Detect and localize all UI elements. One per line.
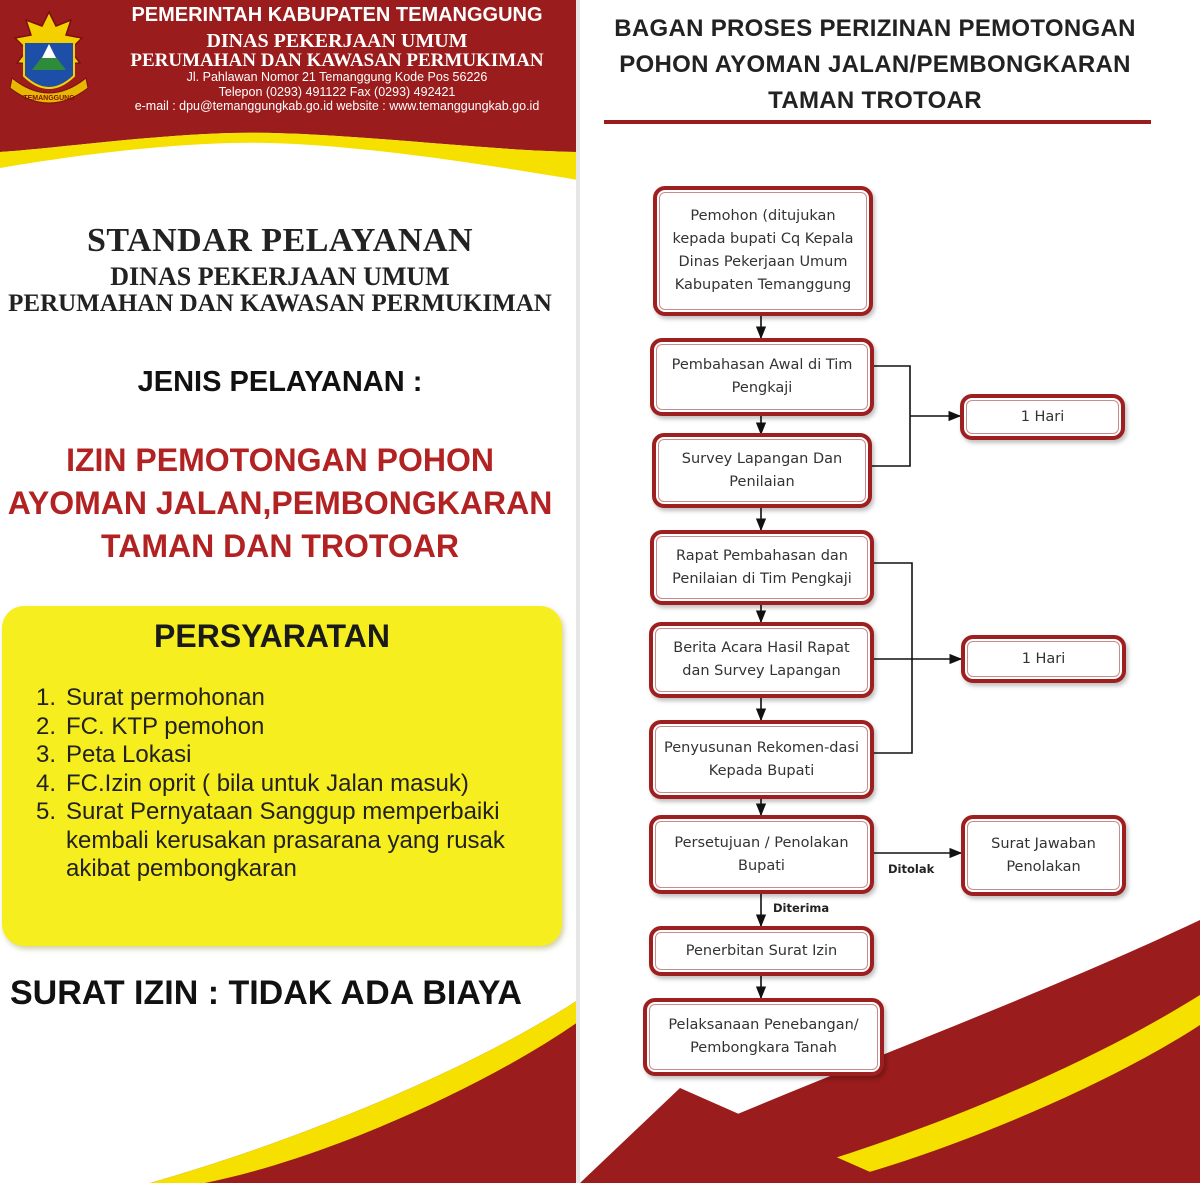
requirement-number: 4. bbox=[36, 769, 57, 797]
requirements-list bbox=[36, 684, 546, 884]
requirements-box bbox=[2, 606, 562, 946]
agency-name-line-1: DINAS PEKERJAAN UMUM bbox=[206, 30, 468, 52]
agency-phone: Telepon (0293) 491122 Fax (0293) 492421 bbox=[218, 85, 456, 99]
requirement-item bbox=[36, 798, 546, 884]
rejection-letter-box: Surat Jawaban Penolakan bbox=[961, 815, 1126, 896]
flow-step-execution: Pelaksanaan Penebangan/ Pembongkara Tanah bbox=[643, 998, 884, 1076]
requirement-text: FC. KTP pemohon bbox=[66, 712, 265, 740]
flow-step-meeting-minutes: Berita Acara Hasil Rapat dan Survey Lapangan bbox=[649, 622, 874, 698]
requirement-text: Surat permohonan bbox=[66, 684, 265, 711]
accepted-label: Diterima bbox=[773, 901, 830, 915]
document-subtitle-1: DINAS PEKERJAAN UMUM bbox=[110, 262, 450, 291]
flow-step-recommendation: Penyusunan Rekomen-dasi Kepada Bupati bbox=[649, 720, 874, 799]
flow-step-field-survey: Survey Lapangan Dan Penilaian bbox=[652, 433, 872, 508]
requirement-text: Surat Pernyataan Sanggup memperbaiki kembali kerusakan prasarana yang rusak akibat pembongkaran bbox=[66, 798, 505, 882]
flow-step-initial-discussion: Pembahasan Awal di Tim Pengkaji bbox=[650, 338, 874, 416]
flow-step-applicant: Pemohon (ditujukan kepada bupati Cq Kepala Dinas Pekerjaan Umum Kabupaten Temanggung bbox=[653, 186, 873, 316]
regency-crest-logo bbox=[4, 8, 94, 118]
requirement-text: Peta Lokasi bbox=[66, 741, 192, 768]
svg-text:TEMANGGUNG: TEMANGGUNG bbox=[23, 95, 75, 102]
cost-statement: SURAT IZIN : TIDAK ADA BIAYA bbox=[10, 974, 522, 1012]
requirement-item bbox=[36, 684, 546, 713]
document-title: STANDAR PELAYANAN bbox=[86, 222, 474, 259]
agency-address: Jl. Pahlawan Nomor 21 Temanggung Kode Pos 56226 bbox=[186, 70, 488, 84]
service-name-line-3: TAMAN DAN TROTOAR bbox=[101, 528, 459, 564]
right-panel bbox=[580, 0, 1200, 1183]
letterhead bbox=[0, 0, 578, 190]
flowchart-title-line-2: POHON AYOMAN JALAN/PEMBONGKARAN bbox=[619, 51, 1131, 78]
service-name-line-2: AYOMAN JALAN,PEMBONGKARAN bbox=[7, 485, 553, 521]
flow-step-permit-issuance: Penerbitan Surat Izin bbox=[649, 926, 874, 976]
requirement-number: 3. bbox=[36, 741, 57, 768]
flow-step-regent-decision: Persetujuan / Penolakan Bupati bbox=[649, 815, 874, 894]
flowchart-title-line-1: BAGAN PROSES PERIZINAN PEMOTONGAN bbox=[614, 15, 1136, 42]
rejected-label: Ditolak bbox=[888, 862, 935, 876]
agency-name-line-2: PERUMAHAN DAN KAWASAN PERMUKIMAN bbox=[130, 50, 544, 71]
flow-step-review-meeting: Rapat Pembahasan dan Penilaian di Tim Pengkaji bbox=[650, 530, 874, 605]
bracket-connector bbox=[872, 366, 910, 466]
requirement-number: 2. bbox=[36, 712, 57, 740]
bracket-connector bbox=[872, 563, 912, 753]
requirement-item bbox=[36, 770, 546, 799]
requirement-item bbox=[36, 713, 546, 742]
service-type-label: JENIS PELAYANAN : bbox=[137, 366, 423, 398]
duration-box: 1 Hari bbox=[961, 635, 1126, 683]
service-name-line-1: IZIN PEMOTONGAN POHON bbox=[66, 442, 494, 478]
government-name: PEMERINTAH KABUPATEN TEMANGGUNG bbox=[131, 4, 543, 26]
flowchart-title-line-3: TAMAN TROTOAR bbox=[768, 87, 982, 114]
requirement-number: 5. bbox=[36, 798, 57, 825]
agency-contact: e-mail : dpu@temanggungkab.go.id website : www.temanggungkab.go.id bbox=[134, 99, 540, 113]
requirement-number: 1. bbox=[36, 684, 57, 711]
duration-box: 1 Hari bbox=[960, 394, 1125, 440]
left-panel bbox=[0, 0, 578, 1183]
requirement-item bbox=[36, 741, 546, 770]
requirements-title: PERSYARATAN bbox=[154, 618, 390, 654]
requirement-text: FC.Izin oprit ( bila untuk Jalan masuk) bbox=[66, 769, 469, 797]
document-subtitle-2: PERUMAHAN DAN KAWASAN PERMUKIMAN bbox=[8, 290, 552, 317]
